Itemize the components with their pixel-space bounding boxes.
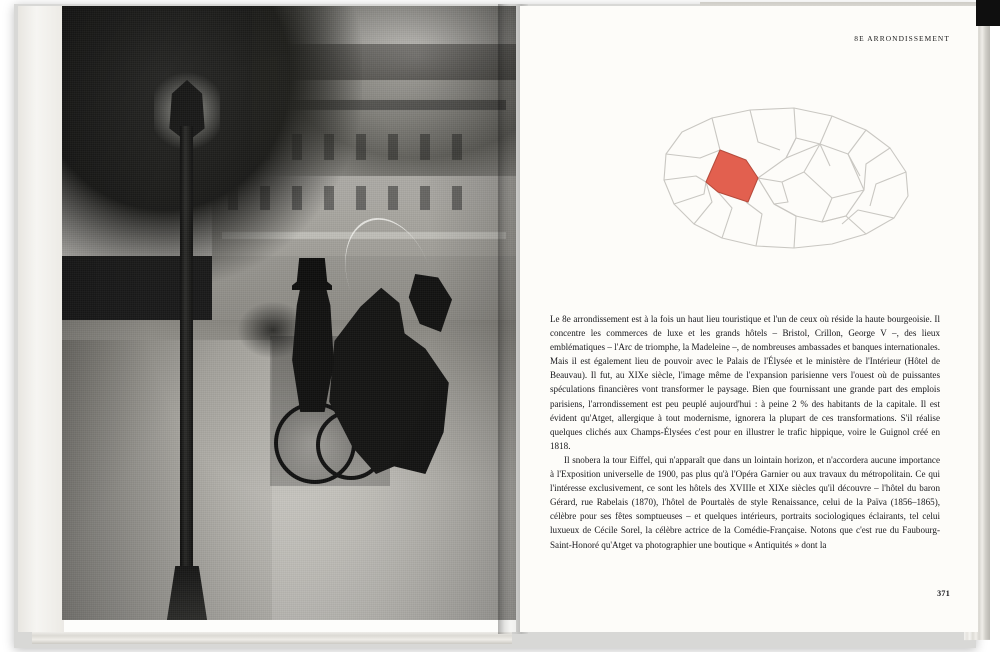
article-body <box>550 312 940 552</box>
left-page <box>18 6 516 632</box>
photo-street-lamp-post <box>180 126 193 620</box>
map-division <box>820 116 832 166</box>
book-cover-corner <box>976 0 1000 26</box>
running-head: 8E ARRONDISSEMENT <box>854 34 950 43</box>
map-outline <box>664 108 908 248</box>
historic-photograph <box>62 6 516 620</box>
photo-tree-canopy-secondary <box>252 6 516 176</box>
map-division <box>746 202 762 246</box>
map-division <box>822 216 866 234</box>
photo-sidewalk <box>62 340 272 620</box>
map-division <box>758 178 796 216</box>
map-division <box>674 182 706 204</box>
right-page <box>520 6 978 632</box>
paragraph-1: Le 8e arrondissement est à la fois un haut lieu touristique et l'un de ceux où réside la haute bourgeoisie. Il concentre les commerces de luxe et les grands hôtels – Bristol, Crillon, George V –, des lieux emblématiques – l'Arc de triomphe, la Madeleine –, de nombreuses ambassades et banques internationales. Mais il est également lieu de pouvoir avec le Palais de l'Élysée et le ministère de l'Intérieur (Hôtel de Beauvau). Il fut, au XIXe siècle, l'image même de l'expansion parisienne vers l'ouest où de puissantes spéculations financières vont transformer le paysage. Bien que fournissant une grande part des emplois parisiens, l'arrondissement est peu peuplé aujourd'hui : à peine 2 % des habitants de la capitale. Il est évident qu'Atget, allergique à tout modernisme, ignorera la plupart de ces transformations. S'il réalise quelques clichés aux Champs-Élysées c'est pour en illustrer le trafic hippique, voire le Guignol créé en 1818. <box>550 314 940 451</box>
map-division <box>786 108 796 158</box>
map-division <box>718 192 732 238</box>
map-division <box>870 172 906 206</box>
map-highlight-8e <box>706 150 758 202</box>
map-inner-ring <box>758 144 864 222</box>
map-division <box>694 182 712 224</box>
left-page-margin <box>18 6 64 632</box>
map-division <box>804 172 832 198</box>
map-division <box>666 150 720 158</box>
photo-window <box>452 186 462 210</box>
map-division <box>774 182 788 204</box>
photo-window <box>420 186 430 210</box>
paris-arrondissements-map <box>608 98 938 258</box>
page-number: 371 <box>937 589 950 598</box>
paragraph-2: Il snobera la tour Eiffel, qui n'apparaît que dans un lointain horizon, et n'accordera aucune importance à l'Exposition universelle de 1900, pas plus qu'à l'Opéra Garnier ou aux travaux du métropolitain. Ce qui l'intéresse exclusivement, ce sont les hôtels des XVIIIe et XIXe siècles qu'il découvre – l'hôtel du baron Gérard, rue Rabelais (1870), l'hôtel de Pourtalès de style Renaissance, celui de la Païva (1856–1865), célèbre pour ses fêtes somptueuses – et quelques intérieurs, portraits sociologiques éclairants, tel celui luxueux de Cécile Sorel, la célèbre actrice de la Comédie-Française. Notons que c'est rue du Faubourg-Saint-Honoré qu'Atget va photographier une boutique « Antiquités » dont la <box>550 454 940 550</box>
map-division <box>750 110 780 150</box>
photo-window <box>388 186 398 210</box>
map-division <box>664 176 706 182</box>
map-division <box>848 130 866 176</box>
map-division <box>786 138 820 158</box>
map-svg <box>608 98 938 258</box>
map-division <box>758 144 820 182</box>
